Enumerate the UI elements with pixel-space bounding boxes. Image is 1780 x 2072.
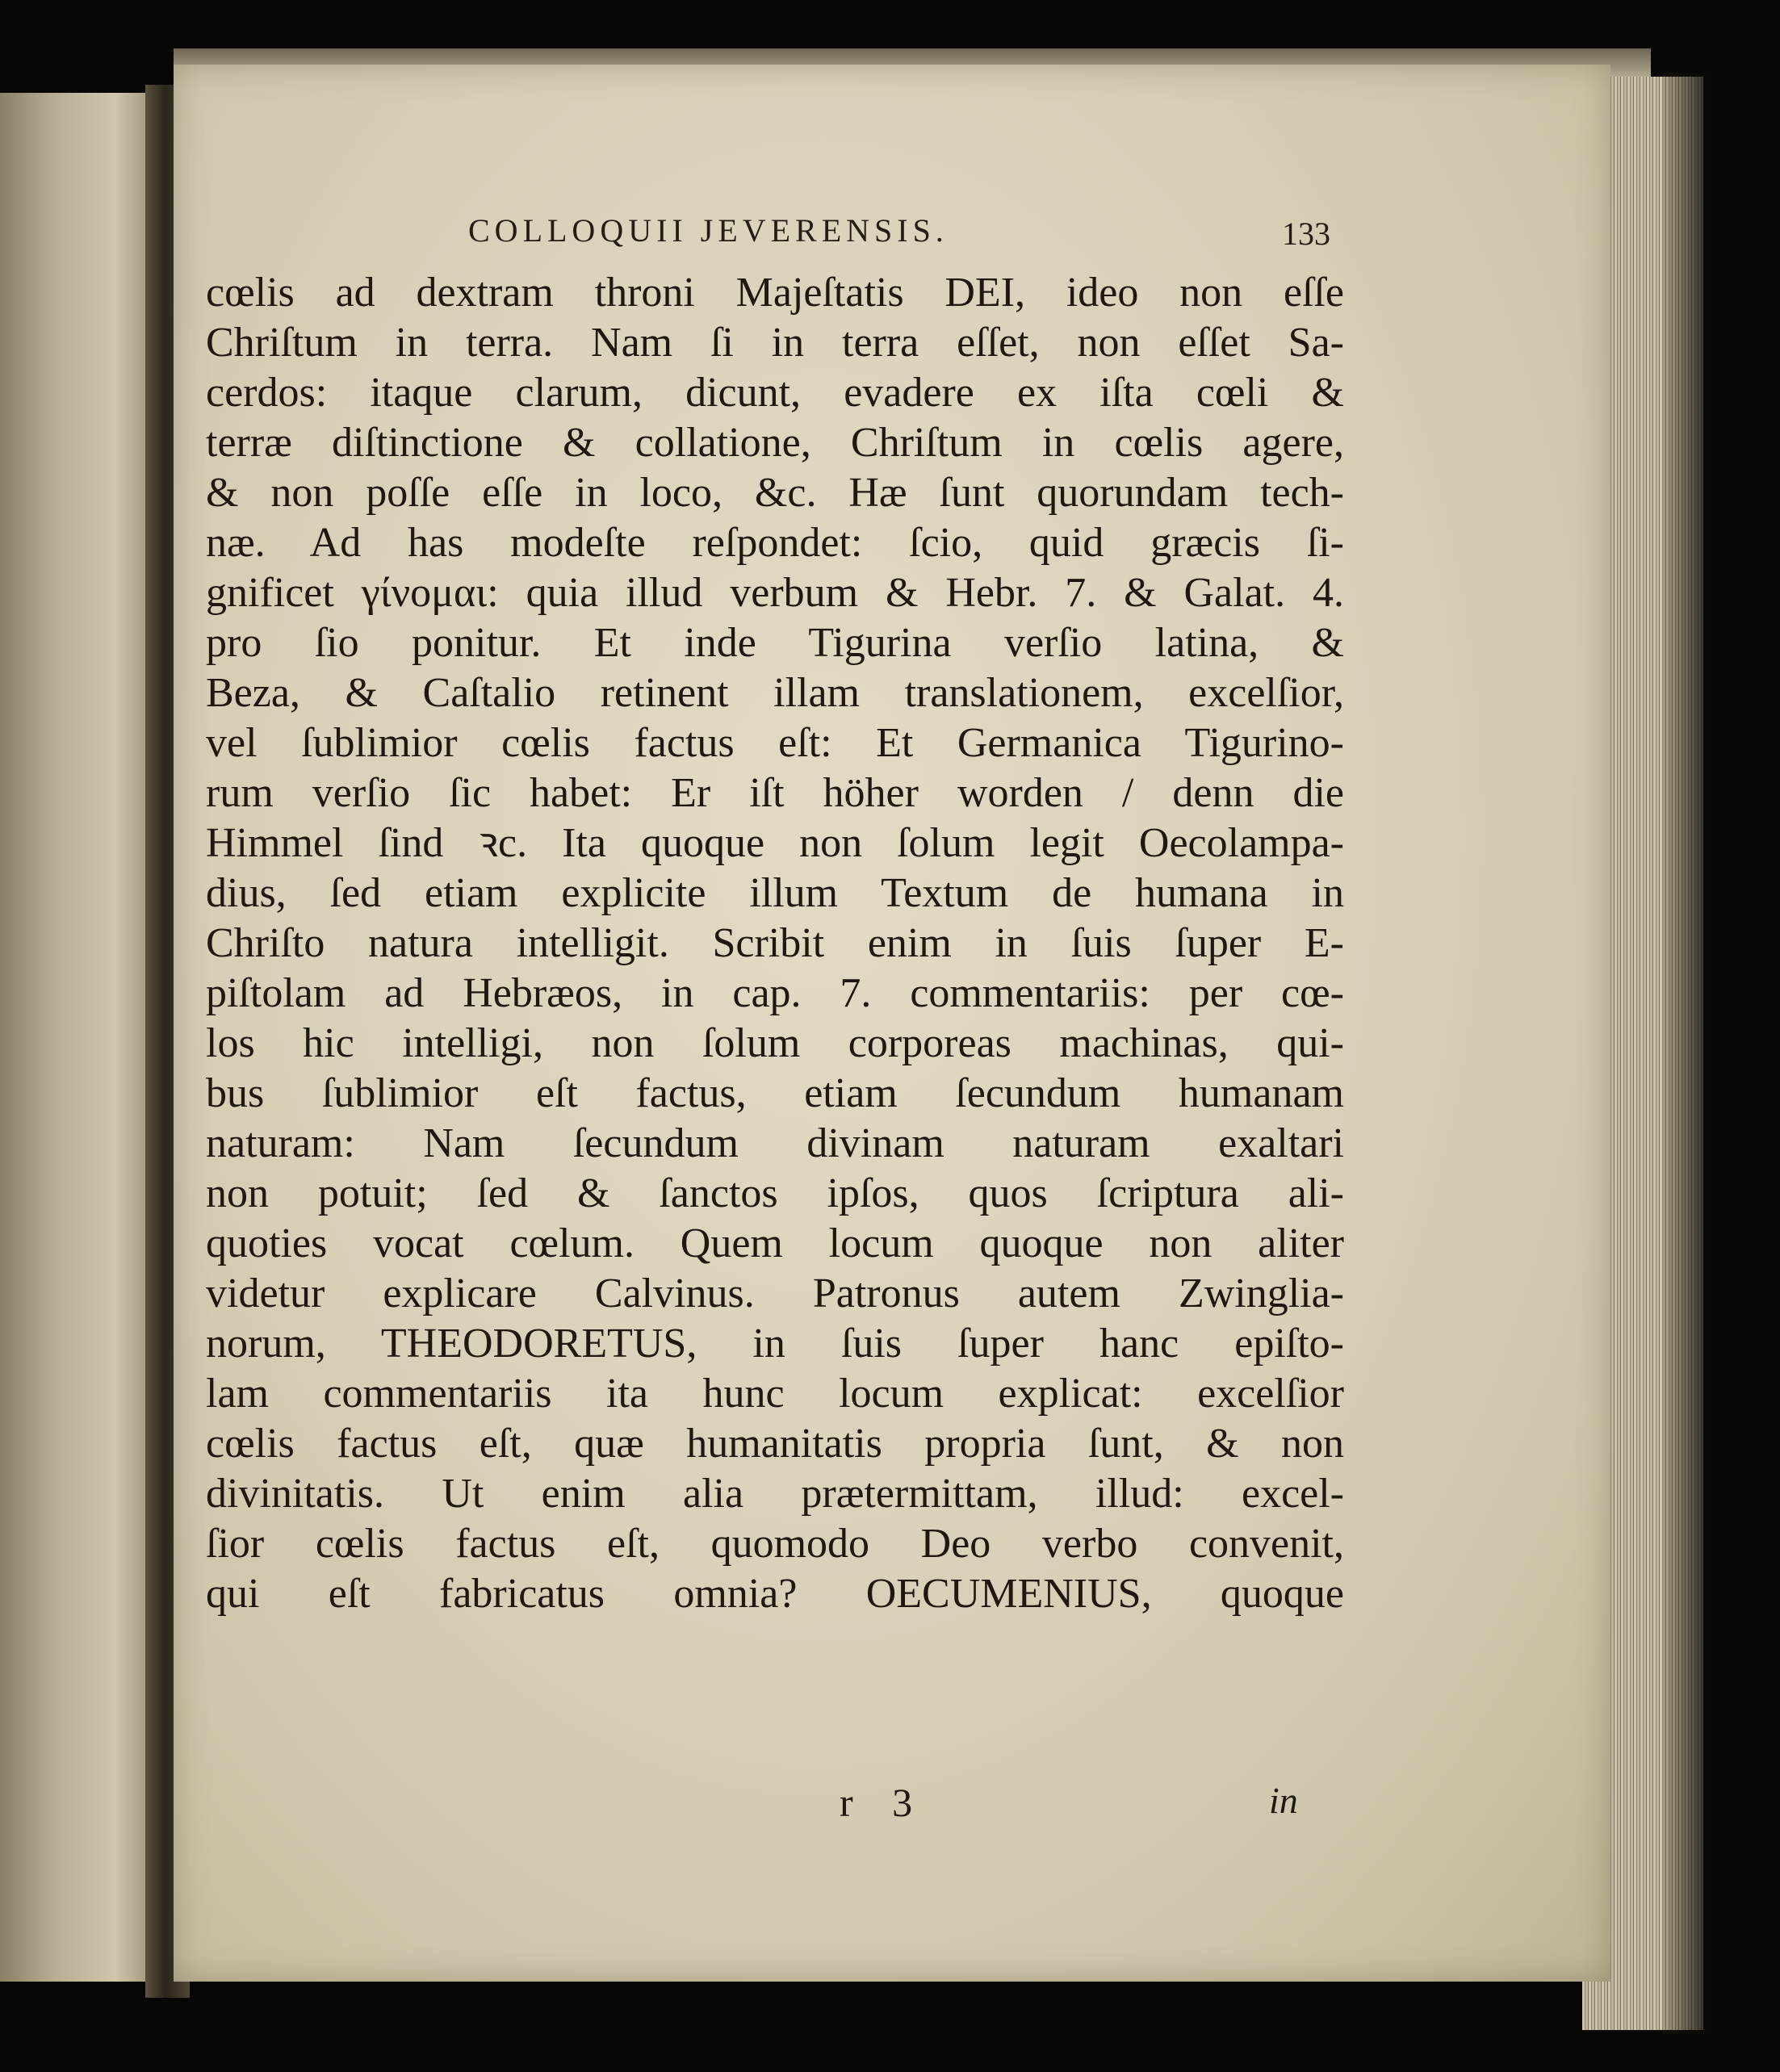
text-line: quoties vocat cœlum. Quem locum quoque non aliter [206,1220,1344,1266]
text-line: cerdos: itaque clarum, dicunt, evadere ex iſta cœli & [206,370,1344,416]
text-line: & non poſſe eſſe in loco, &c. Hæ ſunt quorundam tech- [206,470,1344,516]
text-line: ſior cœlis factus eſt, quomodo Deo verbo convenit, [206,1521,1344,1567]
text-line: lam commentariis ita hunc locum explicat: excelſior [206,1371,1344,1417]
text-line: qui eſt fabricatus omnia? OECUMENIUS, quoque [206,1571,1344,1617]
running-title: COLLOQUII JEVERENSIS. [468,212,949,249]
body-text [206,268,1344,1619]
text-line: divinitatis. Ut enim alia prætermittam, illud: excel- [206,1471,1344,1517]
text-line: terræ diſtinctione & collatione, Chriſtum in cœlis agere, [206,420,1344,466]
text-line: næ. Ad has modeſte reſpondet: ſcio, quid græcis ſi- [206,520,1344,566]
text-line: rum verſio ſic habet: Er iſt höher worden / denn die [206,770,1344,816]
text-line: gnificet γίνομαι: quia illud verbum & Hebr. 7. & Galat. 4. [206,570,1344,616]
text-line: dius, ſed etiam explicite illum Textum de humana in [206,870,1344,916]
text-line: norum, THEODORETUS, in ſuis ſuper hanc epiſto- [206,1321,1344,1367]
text-line: los hic intelligi, non ſolum corporeas machinas, qui- [206,1020,1344,1066]
text-line: piſtolam ad Hebræos, in cap. 7. commentariis: per cœ- [206,970,1344,1016]
text-line: cœlis ad dextram throni Majeſtatis DEI, ideo non eſſe [206,270,1344,316]
text-line: pro ſio ponitur. Et inde Tigurina verſio latina, & [206,620,1344,666]
text-line: naturam: Nam ſecundum divinam naturam exaltari [206,1120,1344,1166]
signature-mark: r 3 [840,1780,928,1825]
text-line: cœlis factus eſt, quæ humanitatis propria ſunt, & non [206,1421,1344,1467]
page-block-shadow [1663,73,1711,2034]
text-line: vel ſublimior cœlis factus eſt: Et Germanica Tigurino- [206,720,1344,766]
text-line: non potuit; ſed & ſanctos ipſos, quos ſcriptura ali- [206,1170,1344,1216]
text-line: Himmel ſind ꝛc. Ita quoque non ſolum legit Oecolampa- [206,820,1344,866]
text-line: Chriſtum in terra. Nam ſi in terra eſſet, non eſſet Sa- [206,320,1344,366]
facing-page-edge [0,93,153,1982]
text-line: videtur explicare Calvinus. Patronus autem Zwinglia- [206,1270,1344,1316]
text-line: Chriſto natura intelligit. Scribit enim in ſuis ſuper E- [206,920,1344,966]
catchword: in [1269,1780,1298,1821]
page-number: 133 [1282,216,1330,252]
text-line: bus ſublimior eſt factus, etiam ſecundum humanam [206,1070,1344,1116]
text-line: Beza, & Caſtalio retinent illam translationem, excelſior, [206,670,1344,716]
